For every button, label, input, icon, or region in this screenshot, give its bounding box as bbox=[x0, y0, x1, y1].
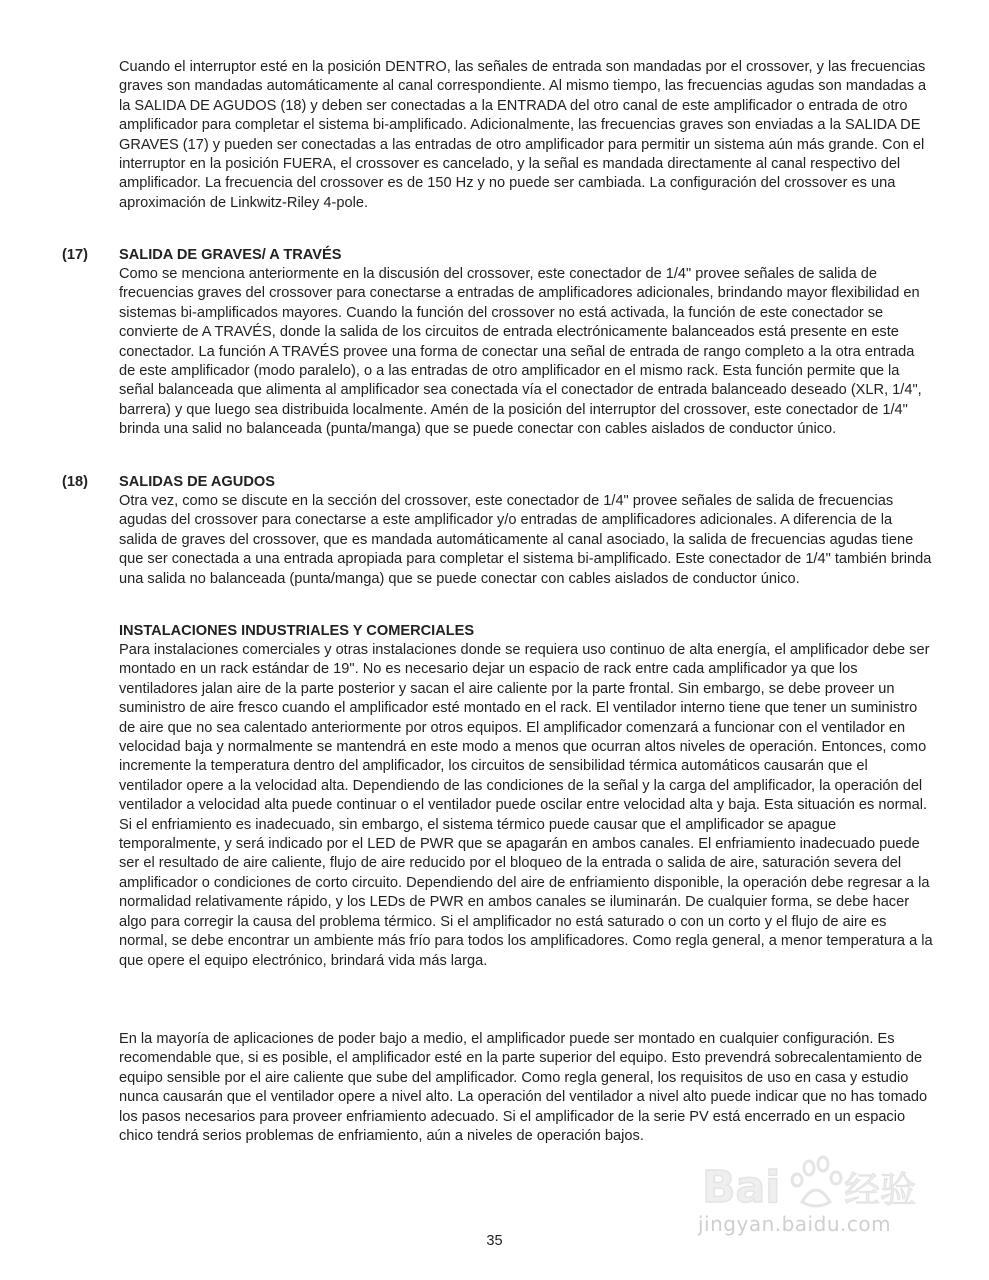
section-17-title: SALIDA DE GRAVES/ A TRAVÉS bbox=[119, 247, 342, 263]
section-17-body: Como se menciona anteriormente en la discusión del crossover, este conectador de 1/4" provee señales de salida de frecuencias graves del crossover para conectarse a entradas de amplificadores adicionales, brindando mayor flexibilidad en sistemas bi-amplificados mayores. Cuando la función del crossover no está activada, la función de este conectador se convierte de A TRAVÉS, donde la salida de los circuitos de entrada electrónicamente balanceados está presente en este conectador. La función A TRAVÉS provee una forma de conectar una señal de entrada de rango completo a la otra entrada de este amplificador (modo paralelo), o a las entradas de otro amplificador en el mismo rack. Esta función permite que la señal balanceada que alimenta al amplificador sea conectada vía el conectador de entrada balanceado deseado (XLR, 1/4", barrera) y que luego sea distribuida localmente. Amén de la posición del interruptor del crossover, este conectador de 1/4" brinda una salid no balanceada (punta/manga) que se puede conectar con cables aislados de conductor único. bbox=[119, 266, 922, 438]
baidu-watermark-url: jingyan.baidu.com bbox=[698, 1212, 892, 1236]
page-number: 35 bbox=[486, 1233, 503, 1249]
section-18-title: SALIDAS DE AGUDOS bbox=[119, 474, 275, 490]
intro-paragraph: Cuando el interruptor esté en la posición DENTRO, las señales de entrada son mandadas por el crossover, y las frecuencias graves son mandadas automáticamente al canal correspondiente. Al mismo tiempo, las frecuencias agudas son mandadas a la SALIDA DE AGUDOS (18) y deben ser conectadas a la ENTRADA del otro canal de este amplificador o entrada de otro amplificador para completar el sistema bi-amplificado. Adicionalmente, las frecuencias graves son enviadas a la SALIDA DE GRAVES (17) y pueden ser conectadas a las entradas de otro amplificador para permitir un sistema aún más grande. Con el interruptor en la posición FUERA, el crossover es cancelado, y la señal es mandada directamente al canal respectivo del amplificador. La frecuencia del crossover es de 150 Hz y no puede ser cambiada. La configuración del crossover es una aproximación de Linkwitz-Riley 4-pole. bbox=[119, 59, 927, 211]
industrial-paragraph-1: Para instalaciones comerciales y otras instalaciones donde se requiera uso continuo de alta energía, el amplificador debe ser montado en un rack estándar de 19". No es necesario dejar un espacio de rack entre cada amplificador ya que los ventiladores jalan aire de la parte posterior y sacan el aire caliente por la parte frontal. Sin embargo, se debe proveer un suministro de aire fresco cuando el amplificador esté montado en el rack. El ventilador interno tiene que tener un suministro de aire que no sea calentado anteriormente por otros equipos. El amplificador comenzará a funcionar con el ventilador en velocidad baja y normalmente se mantendrá en este modo a menos que ocurran altos niveles de operación. Entonces, como incremente la temperatura dentro del amplificador, los circuitos de sensibilidad térmica automáticos causarán que el ventilador opere a la velocidad alta. Dependiendo de las condiciones de la señal y la carga del amplificador, la operación del ventilador a velocidad alta puede continuar o el ventilador puede oscilar entre velocidad alta y baja. Esta situación es normal. Si el enfriamiento es inadecuado, sin embargo, el sistema térmico puede causar que el amplificador se apague temporalmente, y será indicado por el LED de PWR que se apagarán en ambos canales. El enfriamiento inadecuado puede ser el resultado de aire caliente, flujo de aire reducido por el bloqueo de la entrada o salida de aire, saturación severa del amplificador o condiciones de corto circuito. Dependiendo del aire de enfriamiento disponible, la operación debe regresar a la normalidad relativamente rápido, y los LEDs de PWR en ambos canales se iluminarán. De cualquier forma, se debe hacer algo para corregir la causa del problema térmico. Si el amplificador no está saturado o con un corto y el flujo de aire es normal, se debe encontrar un ambiente más frío para todos los amplificadores. Como regla general, a menor temperatura a la que opere el equipo electrónico, brindará vida más larga. bbox=[119, 642, 933, 969]
section-18-number: (18) bbox=[62, 474, 88, 490]
svg-text:Bai: Bai bbox=[702, 1162, 781, 1213]
section-17-number: (17) bbox=[62, 247, 88, 263]
svg-text:经验: 经验 bbox=[844, 1170, 917, 1211]
industrial-paragraph-2: En la mayoría de aplicaciones de poder bajo a medio, el amplificador puede ser montado en cualquier configuración. Es recomendable que, si es posible, el amplificador esté en la parte superior del equipo. Esto prevendrá sobrecalentamiento de equipo sensible por el aire caliente que sube del amplificador. Como regla general, los requisitos de uso en casa y estudio nunca causarán que el ventilador opere a nivel alto. La operación del ventilador a nivel alto puede indicar que no has tomado los pasos necesarios para proveer enfriamiento adecuado. Si el amplificador de la serie PV está encerrado en un espacio chico tendrá serios problemas de enfriamiento, aún a niveles de operación bajos. bbox=[119, 1031, 928, 1145]
industrial-section-title: INSTALACIONES INDUSTRIALES Y COMERCIALES bbox=[119, 623, 475, 639]
section-18-body: Otra vez, como se discute en la sección del crossover, este conectador de 1/4" provee señales de salida de frecuencias agudas del crossover para conectarse a este amplificador y/o entradas de amplificadores adicionales. A diferencia de la salida de graves del crossover, que es mandada automáticamente al canal asociado, la salida de frecuencias agudas tiene que ser conectada a una entrada apropiada para completar el sistema bi-amplificado. Este conectador de 1/4" también brinda una salida no balanceada (punta/manga) que se puede conectar con cables aislados de conductor único. bbox=[119, 493, 932, 587]
